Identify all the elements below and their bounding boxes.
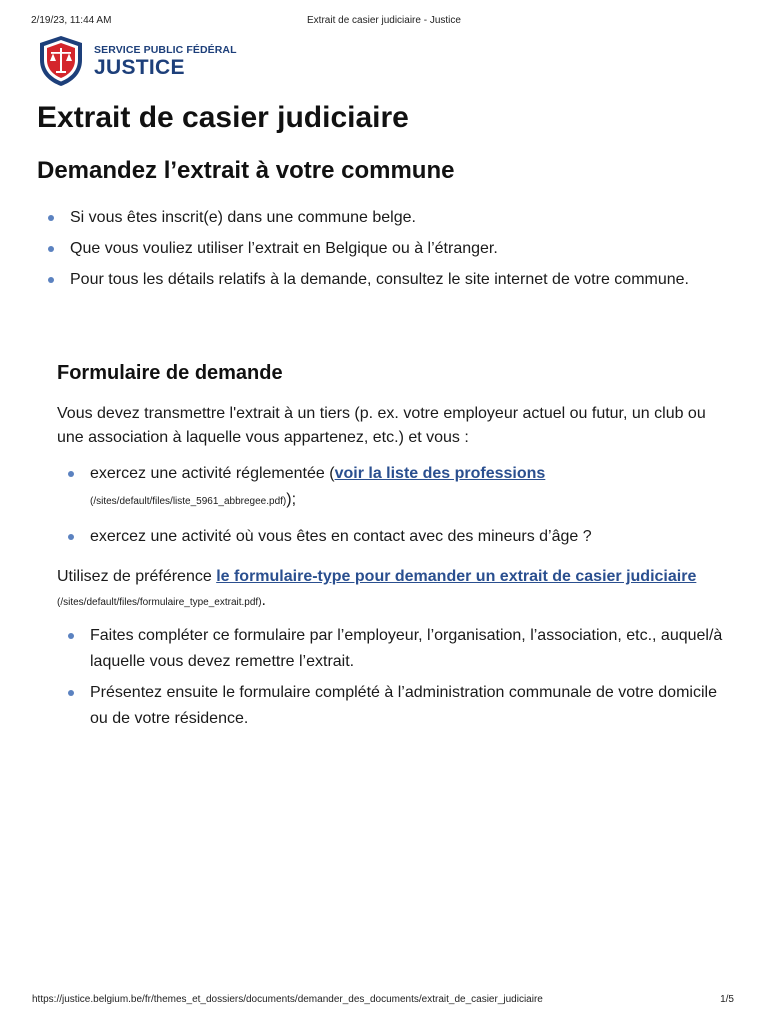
form-intro: Vous devez transmettre l'extrait à un tiers (p. ex. votre employeur actuel ou futur, un club ou une association à laquelle vous appartenez, etc.) et vous : [57, 405, 706, 446]
para-text: Utilisez de préférence [57, 568, 217, 585]
logo-line-2: JUSTICE [94, 55, 185, 79]
print-doc-title: Extrait de casier judiciaire - Justice [307, 15, 461, 26]
commune-conditions-list [37, 205, 717, 298]
print-date: 2/19/23, 11:44 AM [31, 15, 112, 26]
item-text: ); [286, 491, 297, 508]
activity-list [57, 461, 707, 559]
justice-logo[interactable] [36, 34, 237, 88]
para-text: . [261, 592, 266, 609]
shield-scales-icon [36, 34, 86, 88]
list-item: Faites compléter ce formulaire par l’employeur, l’organisation, l’association, etc., auquel/à laquelle vous devez remettre l’extrait. [57, 623, 727, 675]
professions-file-path: (/sites/default/files/liste_5961_abbregee.pdf) [90, 496, 287, 507]
list-item: Pour tous les détails relatifs à la demande, consultez le site internet de votre commune. [37, 267, 717, 293]
list-item [57, 461, 707, 515]
list-item: Que vous vouliez utiliser l’extrait en Belgique ou à l’étranger. [37, 236, 717, 262]
print-header [31, 15, 737, 29]
form-type-paragraph [57, 565, 707, 615]
print-url: https://justice.belgium.be/fr/themes_et_dossiers/documents/demander_des_documents/extrait_de_casier_judiciaire [32, 994, 543, 1005]
item-text: exercez une activité réglementée ( [90, 465, 335, 482]
list-item: Si vous êtes inscrit(e) dans une commune belge. [37, 205, 717, 231]
form-section-title: Formulaire de demande [57, 362, 283, 384]
logo-line-1: SERVICE PUBLIC FÉDÉRAL [94, 43, 237, 56]
page-title: Extrait de casier judiciaire [37, 101, 409, 134]
steps-list [57, 623, 727, 737]
form-type-file-path: (/sites/default/files/formulaire_type_extrait.pdf) [57, 597, 262, 608]
list-item: exercez une activité où vous êtes en contact avec des mineurs d’âge ? [57, 524, 707, 550]
form-type-link[interactable]: le formulaire-type pour demander un extrait de casier judiciaire [216, 568, 697, 585]
page-number: 1/5 [720, 994, 734, 1005]
section-title: Demandez l’extrait à votre commune [37, 157, 455, 184]
list-item: Présentez ensuite le formulaire complété à l’administration communale de votre domicile ou de votre résidence. [57, 680, 727, 732]
professions-list-link[interactable]: voir la liste des professions [334, 465, 546, 482]
